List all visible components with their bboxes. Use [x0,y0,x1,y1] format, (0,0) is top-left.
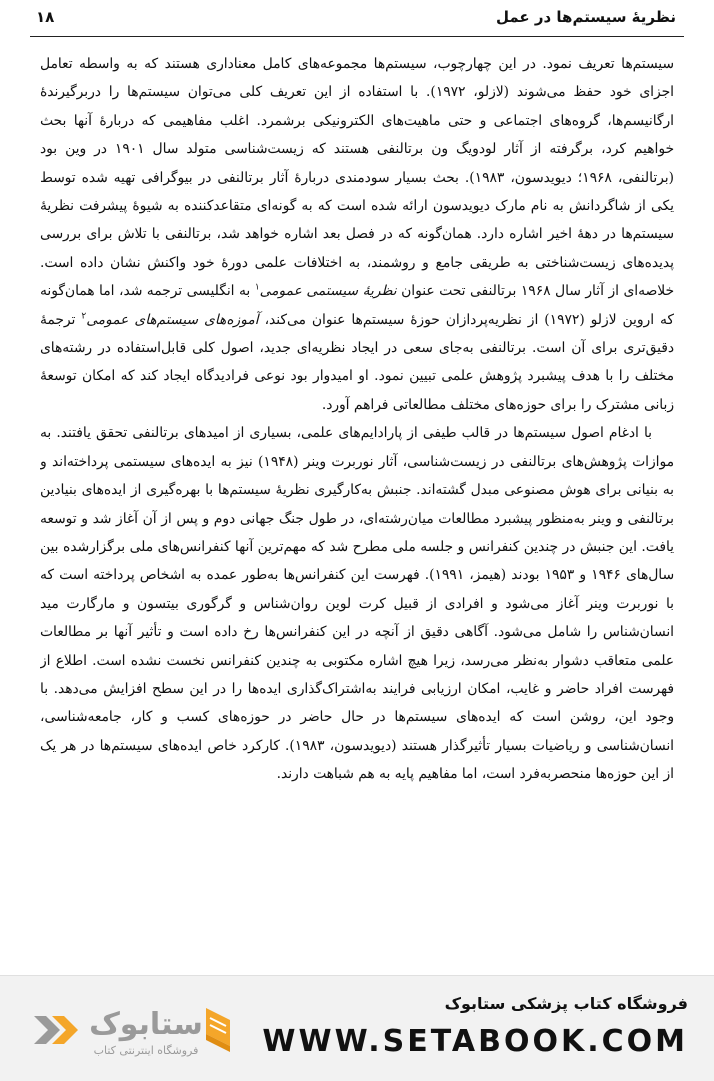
chevron-logo-icon [34,1016,78,1044]
page-number: ۱۸ [36,8,55,26]
paragraph-2: با ادغام اصول سیستم‌ها در قالب طیفی از پارادایم‌های علمی، بسیاری از امیدهای برتالنفی تحقق یافتند. به موازات پژوهش‌های برتالنفی در زیست‌شناسی، آثار نوربرت وینر (۱۹۴۸) نیز به ایده‌های سیستمی پرداخته‌اند و به بنیانی برای هوش مصنوعی مبدل گشته‌اند. جنبش به‌کارگیری نظریهٔ سیستم‌ها با بهره‌گیری از ایده‌های بنیادین برتالنفی و وینر به‌منظور پیشبرد مطالعات میان‌رشته‌ای، در طول جنگ جهانی دوم و پس از آن آغاز شد و توسعه یافت. این جنبش در چندین کنفرانس و جلسه ملی مطرح شد که مهم‌ترین آنها کنفرانس‌های ملی برگزارشده بین سال‌های ۱۹۴۶ و ۱۹۵۳ بودند (هیمز، ۱۹۹۱). فهرست این کنفرانس‌ها به‌طور عمده به اشخاص پرداخته است که با نوربرت وینر آغاز می‌شود و افرادی از قبیل کرت لوین روان‌شناس و گرگوری بیتسون و مارگارت مید انسان‌شناس را شامل می‌شود. آگاهی دقیق از آنچه در این کنفرانس‌ها رخ داده است و تأثیر آنها بر مطالعات علمی متعاقب دشوار به‌نظر می‌رسد، زیرا هیچ اشاره مکتوبی به چندین کنفرانس نخست نشده است. اطلاع از فهرست افراد حاضر و غایب، امکان ارزیابی فرایند به‌اشتراک‌گذاری ایده‌ها را در این سطح افزایش می‌دهد. با وجود این، روشن است که ایده‌های سیستم‌ها در حال حاضر در حوزه‌های کسب و کار، جامعه‌شناسی، انسان‌شناسی و ریاضیات بسیار تأثیرگذار هستند (دیویدسون، ۱۹۸۳). کارکرد خاص ایده‌های سیستم‌ها در هر یک از این حوزه‌ها منحصربه‌فرد است، اما مفاهیم پایه به هم شباهت دارند. [40,425,674,783]
logo-wordmark: ستابوک [89,1007,203,1042]
italic-book-title-1: نظریهٔ سیستمی عمومی [259,283,397,300]
body-text [40,50,674,970]
setabook-logo [26,990,236,1068]
running-title: نظریهٔ سیستم‌ها در عمل [495,8,676,26]
logo-book-icon [206,1008,230,1052]
shop-name: فروشگاه کتاب پزشکی ستابوک [444,994,688,1013]
italic-book-title-2: آموزه‌های سیستم‌های عمومی [86,311,259,328]
website-url[interactable]: WWW.SETABOOK.COM [262,1024,688,1059]
logo-subtitle: فروشگاه اینترنتی کتاب [93,1044,199,1057]
footnote-ref-1: ۱ [254,282,260,293]
paragraph-1 [40,50,674,419]
footnote-ref-2: ۲ [81,311,87,322]
page-header [0,0,714,40]
paragraph-1-text-a: سیستم‌ها تعریف نمود. در این چهارچوب، سیستم‌ها مجموعه‌های کامل معناداری هستند که به واسطه تعامل اجزای خود حفظ می‌شوند (لازلو، ۱۹۷۲). با استفاده از این تعریف کلی می‌توان سیستم‌ها را دربرگیرندهٔ ارگانیسم‌ها، گروه‌های اجتماعی و حتی ماهیت‌های الکترونیکی برشمرد. اغلب مفاهیمی که دربارهٔ آنها بحث خواهیم کرد، برگرفته از آثار لودویگ ون برتالنفی هستند که زیست‌شناسی متولد سال ۱۹۰۱ در وین بود (برتالنفی، ۱۹۶۸؛ دیویدسون، ۱۹۸۳). بحث بسیار سودمندی دربارهٔ آثار برتالنفی در بیوگرافی تهیه شده توسط یکی از شاگردانش به نام مارک دیویدسون ارائه شده است که به گونه‌ای متقاعدکننده به شیوهٔ پیشرفت نظریهٔ سیستم‌ها در دههٔ اخیر اشاره دارد. همان‌گونه که در فصل بعد اشاره خواهد شد، برتالنفی با تلاش برای بررسی پدیده‌های زیست‌شناختی به طریقی جامع و روشمند، به اختلافات علمی دورهٔ خود واکنش نشان داده است. خلاصه‌ای از آثار سال ۱۹۶۸ برتالنفی تحت عنوان [40,56,674,300]
header-rule [30,36,684,37]
paragraph-1-text-e: ترجمهٔ دقیق‌تری برای آن است. برتالنفی به‌جای سعی در ایجاد نظریه‌ای جدید، اصول کلی قابل‌استفاده در رشته‌های مختلف را با هدف پیشبرد پژوهش علمی تبیین نمود. او امیدوار بود نوعی فرادیدگاه ایجاد کند که امکان توسعهٔ زبانی مشترک را برای حوزه‌های مختلف مطالعاتی فراهم آورد. [40,311,674,413]
footer-banner [0,975,714,1081]
paragraph-1-text-c: به انگلیسی ترجمه شد، اما همان‌گونه که اروین لازلو (۱۹۷۲) از نظریه‌پردازان حوزهٔ سیستم‌ها عنوان می‌کند، [40,283,674,328]
